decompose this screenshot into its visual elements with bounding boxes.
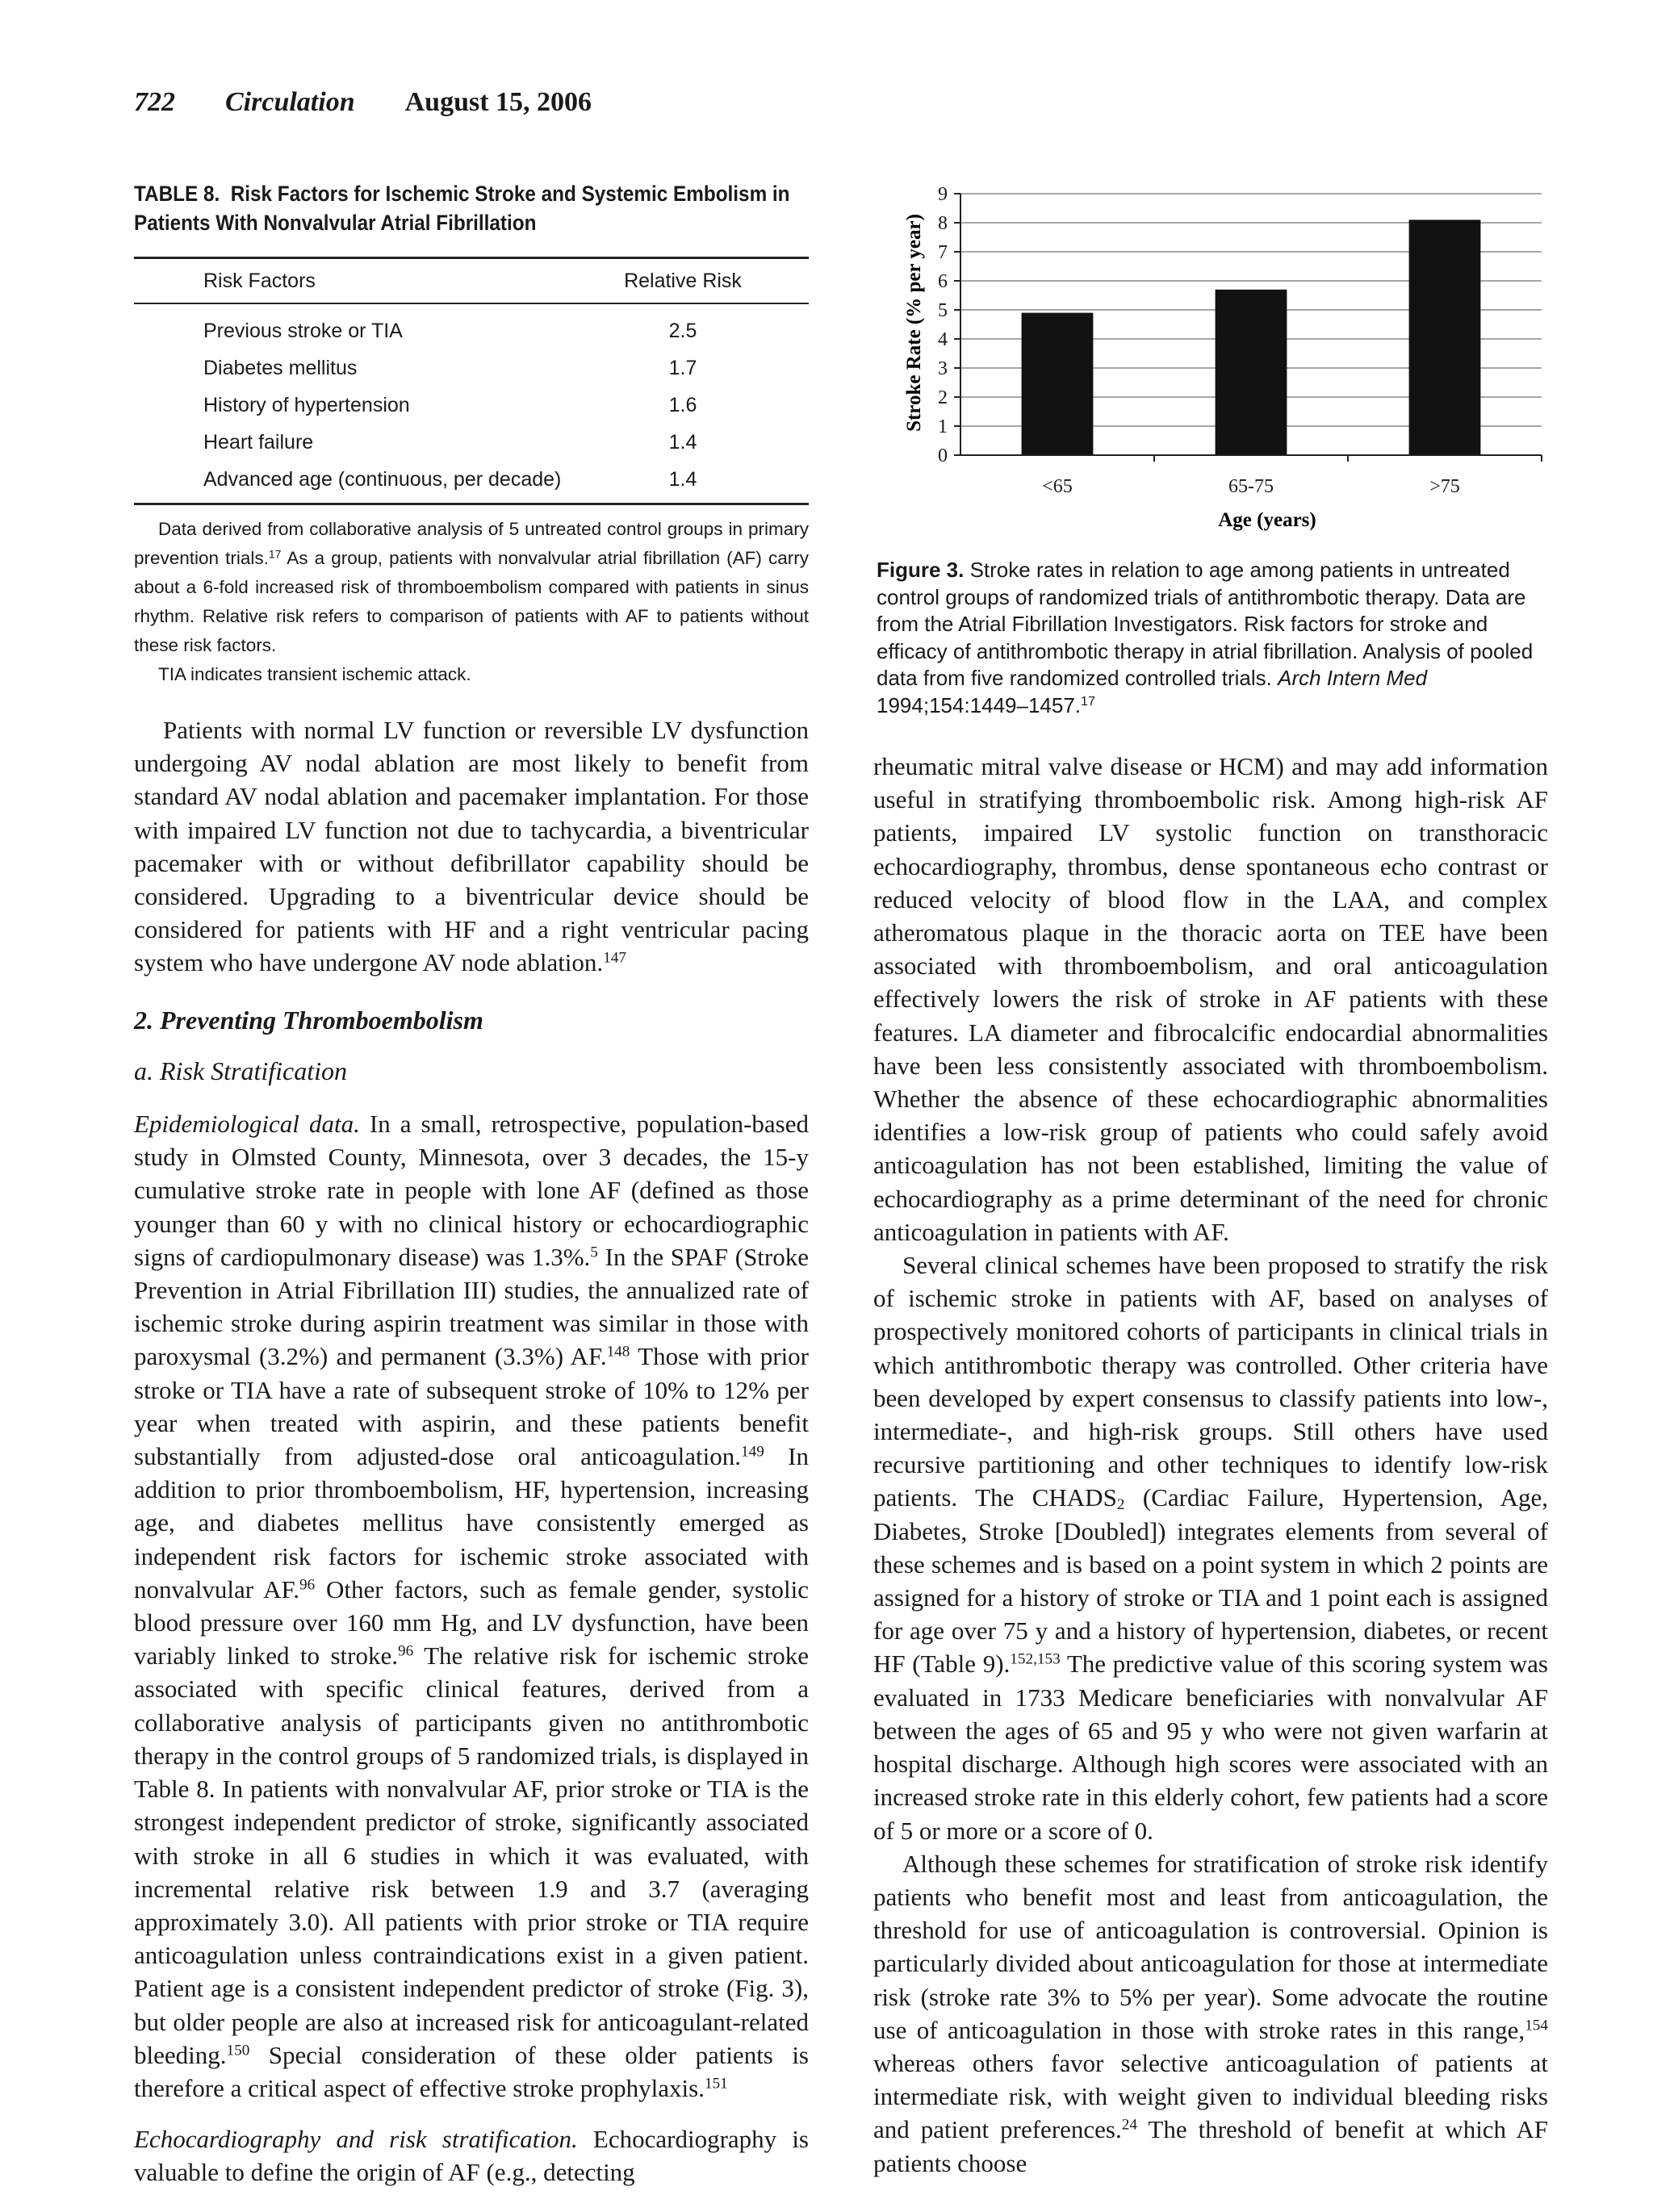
table-row [134, 303, 809, 349]
y-tick-label: 8 [938, 213, 948, 234]
risk-factor-table [134, 257, 809, 505]
figure-caption [877, 557, 1551, 719]
bar-<65 [1022, 313, 1094, 455]
risk-factor-cell: Heart failure [203, 430, 314, 454]
reference-marker: 17 [268, 547, 282, 561]
table-caption: Risk Factors for Ischemic Stroke and Systemic Embolism in Patients With Nonvalvular Atrial Fibrillation [134, 182, 790, 235]
table-footnote-data [134, 515, 809, 660]
y-axis-label: Stroke Rate (% per year) [903, 214, 925, 432]
y-tick-label: 2 [938, 387, 948, 408]
paragraph-text: The relative risk for ischemic stroke associated with specific clinical features, derived from a collaborative analysis of participants given no antithrombotic therapy in the control groups of 5 randomized trials, is displayed in Table 8. In patients with nonvalvular AF, prior stroke or TIA is the strongest independent predictor of stroke, significantly associated with stroke in all 6 studies in which it was evaluated, with incremental relative risk between 1.9 and 3.7 (averaging approximately 3.0). All patients with prior stroke or TIA require anticoagulation unless contraindications exist in a given patient. Patient age is a consistent independent predictor of stroke (Fig. 3), but older people are also at increased risk for anticoagulant-related bleeding. [134, 1641, 809, 2069]
caption-text: Stroke rates in relation to age among patients in untreated control groups of randomized trials of antithrombotic therapy. Data are from the Atrial Fibrillation Investigators. Risk factors for stroke and efficacy of antithrombotic therapy in atrial fibrillation. Analysis of pooled data from five randomized controlled trials. [877, 558, 1534, 690]
paragraph-text: (Cardiac Failure, Hypertension, Age, Diabetes, Stroke [Doubled]) integrates elements from several of these schemes and is based on a point system in which 2 points are assigned for a history of stroke or TIA and 1 point each is assigned for age over 75 y and a history of hypertension, diabetes, or recent HF (Table 9). [873, 1483, 1548, 1679]
paragraph-text: The predictive value of this scoring system was evaluated in 1733 Medicare beneficiaries with nonvalvular AF between the ages of 65 and 95 y who were not given warfarin at hospital discharge. Although high scores were associated with an increased stroke rate in this elderly cohort, few patients had a score of 5 or more or a score of 0. [873, 1650, 1548, 1845]
reference-marker: 152,153 [1010, 1650, 1061, 1668]
table-title [134, 179, 802, 237]
reference-marker: 24 [1121, 2116, 1137, 2134]
risk-factor-cell: History of hypertension [203, 393, 410, 416]
footnote-text: Data derived from collaborative analysis of 5 untreated control groups in primary prevention trials. [134, 519, 809, 568]
relative-risk-cell: 1.4 [668, 430, 697, 454]
subscript: 2 [1116, 1496, 1125, 1514]
paragraph-text: Although these schemes for stratification of stroke risk identify patients who benefit most and least from anticoagulation, the threshold for use of anticoagulation is controversial. Opinion is particularly divided about anticoagulation for those at intermediate risk (stroke rate 3% to 5% per year). Some advocate the routine use of anticoagulation in those with stroke rates in this range, [873, 1849, 1548, 2044]
x-axis-label: Age (years) [1218, 509, 1316, 531]
relative-risk-cell: 2.5 [668, 319, 697, 342]
y-tick-label: 9 [938, 184, 948, 205]
table-header-row [134, 258, 809, 304]
paragraph-text: In the SPAF (Stroke Prevention in Atrial Fibrillation III) studies, the annualized rate of ischemic stroke during aspirin treatment was similar in those with paroxysmal (3.2%) and permanent (3.3%) AF. [134, 1242, 809, 1371]
y-tick-label: 1 [938, 416, 948, 437]
paragraph-text: Echocardiography is valuable to define the origin of AF (e.g., detecting [134, 2125, 809, 2187]
paragraph-text: Special consideration of these older patients is therefore a critical aspect of effective stroke prophylaxis. [134, 2040, 809, 2102]
y-tick-label: 5 [938, 300, 948, 321]
running-header [134, 87, 642, 118]
relative-risk-cell: 1.4 [668, 467, 697, 491]
table-footnote [134, 515, 809, 689]
paragraph-text: Patients with normal LV function or reversible LV dysfunction undergoing AV nodal ablation are most likely to benefit from standard AV nodal ablation and pacemaker implantation. For those with impaired LV function not due to tachycardia, a biventricular pacemaker with or without defibrillator capability should be considered. Upgrading to a biventricular device should be considered for patients with HF and a right ventricular pacing system who have undergone AV node ablation. [134, 716, 809, 977]
paragraph-text: The threshold of benefit at which AF patients choose [873, 2115, 1548, 2177]
reference-marker: 5 [590, 1244, 598, 1261]
paragraph [134, 1107, 809, 2105]
reference-marker: 148 [606, 1343, 630, 1361]
x-tick-labels [1042, 476, 1460, 497]
reference-marker: 147 [603, 949, 626, 967]
risk-factor-cell: Diabetes mellitus [203, 356, 358, 379]
y-tick-label: 4 [938, 329, 948, 350]
table-label: TABLE 8. [134, 182, 220, 206]
paragraph-text: In a small, retrospective, population-based study in Olmsted County, Minnesota, over 3 decades, the 15-y cumulative stroke rate in people with lone AF (defined as those younger than 60 y with no clinical history or echocardiographic signs of cardiopulmonary disease) was 1.3%. [134, 1110, 809, 1271]
paragraph-text: Several clinical schemes have been proposed to stratify the risk of ischemic stroke in patients with AF, based on analyses of prospectively monitored cohorts of participants in clinical trials in which antithrombotic therapy was controlled. Other criteria have been developed by expert consensus to classify patients into low-, intermediate-, and high-risk groups. Still others have used recursive partitioning and other techniques to identify low-risk patients. The CHADS [873, 1251, 1548, 1512]
x-tick-label: >75 [1429, 476, 1460, 497]
table-row [134, 424, 809, 461]
column-header-risk-factors: Risk Factors [203, 269, 316, 292]
paragraph-text: whereas others favor selective anticoagulation of patients at intermediate risk, with weight given to individual bleeding risks and patient preferences. [873, 2048, 1548, 2144]
section-heading: 2. Preventing Thromboembolism [134, 1005, 483, 1035]
paragraph [873, 1847, 1548, 2180]
left-column [134, 179, 809, 2189]
y-tick-label: 6 [938, 271, 948, 292]
y-tick-label: 3 [938, 358, 948, 379]
reference-marker: 149 [740, 1443, 764, 1461]
table-footnote-abbrev: TIA indicates transient ischemic attack. [158, 664, 471, 684]
x-tick-label: 65-75 [1228, 476, 1274, 497]
run-in-heading: Echocardiography and risk stratification. [134, 2125, 578, 2154]
column-header-relative-risk: Relative Risk [624, 269, 742, 292]
run-in-heading: Epidemiological data. [134, 1110, 360, 1139]
reference-marker: 96 [398, 1642, 414, 1660]
reference-marker: 154 [1525, 2017, 1548, 2034]
caption-text: 1994;154:1449–1457. [877, 692, 1082, 717]
risk-factor-cell: Previous stroke or TIA [203, 319, 403, 342]
table-row [134, 387, 809, 424]
journal-name: Circulation [225, 87, 355, 117]
right-column [873, 750, 1548, 2180]
bars [1022, 220, 1481, 455]
y-tick-label: 0 [938, 445, 948, 466]
table-row [134, 349, 809, 387]
bar->75 [1409, 220, 1481, 455]
paragraph-text: In addition to prior thromboembolism, HF, hypertension, increasing age, and diabetes mellitus have consistently emerged as independent risk factors for ischemic stroke associated with nonvalvular AF. [134, 1442, 809, 1604]
footnote-text: As a group, patients with nonvalvular atrial fibrillation (AF) carry about a 6-fold increased risk of thromboembolism compared with patients in sinus rhythm. Relative risk refers to comparison of patients with AF to patients without these risk factors. [134, 548, 809, 655]
caption-journal: Arch Intern Med [1278, 666, 1428, 690]
x-tick-label: <65 [1042, 476, 1073, 497]
figure-label: Figure 3. [877, 558, 965, 582]
paragraph [134, 2122, 809, 2189]
y-tick-label: 7 [938, 242, 948, 263]
paragraph-text: Other factors, such as female gender, systolic blood pressure over 160 mm Hg, and LV dysfunction, have been variably linked to stroke. [134, 1574, 809, 1670]
stroke-rate-bar-chart [888, 179, 1550, 542]
y-tick-labels [938, 184, 948, 466]
reference-marker: 151 [704, 2075, 728, 2093]
left-body [134, 713, 809, 2189]
paragraph-text: Those with prior stroke or TIA have a rate of subsequent stroke of 10% to 12% per year when treated with aspirin, and these patients benefit substantially from adjusted-dose oral anticoagulation. [134, 1342, 809, 1471]
table-row [134, 461, 809, 504]
subsection-heading: a. Risk Stratification [134, 1056, 347, 1085]
reference-marker: 150 [226, 2042, 250, 2059]
paragraph [134, 713, 809, 980]
issue-date: August 15, 2006 [404, 87, 592, 117]
risk-factor-cell: Advanced age (continuous, per decade) [203, 467, 562, 491]
relative-risk-cell: 1.6 [668, 393, 697, 416]
paragraph [873, 1248, 1548, 1847]
page-number: 722 [134, 87, 175, 117]
reference-marker: 96 [299, 1576, 316, 1594]
bar-65-75 [1216, 290, 1287, 455]
reference-marker: 17 [1081, 693, 1095, 709]
paragraph: rheumatic mitral valve disease or HCM) and may add information useful in stratifying thromboembolic risk. Among high-risk AF patients, impaired LV systolic function on transthoracic echocardiography, thrombus, dense spontaneous echo contrast or reduced velocity of blood flow in the LAA, and complex atheromatous plaque in the thoracic aorta on TEE have been associated with thromboembolism, and oral anticoagulation effectively lowers the risk of stroke in AF patients with these features. LA diameter and fibrocalcific endocardial abnormalities have been less consistently associated with thromboembolism. Whether the absence of these echocardiographic abnormalities identifies a low-risk group of patients who could safely avoid anticoagulation has not been established, limiting the value of echocardiography as a prime determinant of the need for chronic anticoagulation in patients with AF. [873, 752, 1548, 1246]
relative-risk-cell: 1.7 [668, 356, 697, 379]
